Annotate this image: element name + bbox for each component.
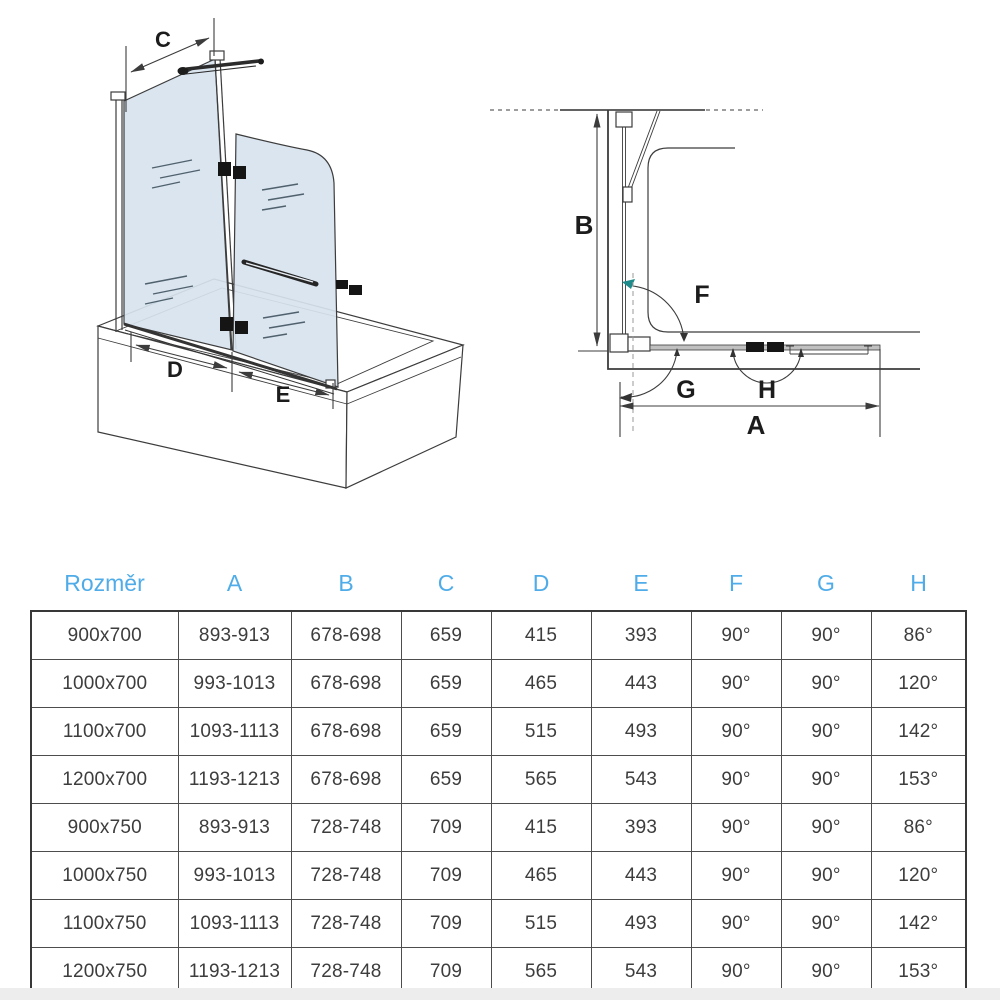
tub-outline xyxy=(608,110,920,369)
table-cell: 90° xyxy=(781,948,871,997)
table-cell: 709 xyxy=(401,900,491,948)
table-cell: 515 xyxy=(491,708,591,756)
table-cell: 86° xyxy=(871,611,966,660)
table-cell: 1100x750 xyxy=(31,900,178,948)
table-cell: 465 xyxy=(491,852,591,900)
table-cell: 86° xyxy=(871,804,966,852)
dim-label-e: E xyxy=(275,382,291,407)
dim-label-c: C xyxy=(155,27,171,52)
dimension-a xyxy=(620,273,880,440)
table-cell: 543 xyxy=(591,948,691,997)
table-cell: 1200x750 xyxy=(31,948,178,997)
table-row xyxy=(31,852,966,900)
table-cell: 90° xyxy=(781,852,871,900)
wall-profile xyxy=(111,92,125,332)
table-cell: 120° xyxy=(871,660,966,708)
table-cell: 728-748 xyxy=(291,852,401,900)
table-cell: 678-698 xyxy=(291,660,401,708)
spec-table-body xyxy=(31,611,966,996)
dim-label-d: D xyxy=(167,357,183,382)
table-cell: 493 xyxy=(591,708,691,756)
table-cell: 90° xyxy=(691,948,781,997)
table-cell: 709 xyxy=(401,852,491,900)
folding-panels-plan xyxy=(650,342,880,354)
table-cell: 90° xyxy=(691,611,781,660)
table-cell: 465 xyxy=(491,660,591,708)
table-cell: 90° xyxy=(691,708,781,756)
table-cell: 90° xyxy=(691,660,781,708)
table-cell: 443 xyxy=(591,660,691,708)
table-cell: 120° xyxy=(871,852,966,900)
table-cell: 993-1013 xyxy=(178,660,291,708)
table-cell: 728-748 xyxy=(291,804,401,852)
angle-h xyxy=(730,348,804,404)
table-cell: 1093-1113 xyxy=(178,900,291,948)
table-cell: 90° xyxy=(691,804,781,852)
table-cell: 893-913 xyxy=(178,611,291,660)
table-cell: 415 xyxy=(491,804,591,852)
table-cell: 393 xyxy=(591,611,691,660)
table-cell: 678-698 xyxy=(291,756,401,804)
table-cell: 709 xyxy=(401,948,491,997)
table-cell: 659 xyxy=(401,756,491,804)
table-cell: 1093-1113 xyxy=(178,708,291,756)
angle-label-g: G xyxy=(676,376,696,404)
table-cell: 1193-1213 xyxy=(178,948,291,997)
column-header: Rozměr xyxy=(64,570,145,596)
table-cell: 659 xyxy=(401,708,491,756)
column-header: D xyxy=(532,570,550,596)
plan-section-diagram xyxy=(480,88,980,458)
angle-g xyxy=(619,348,696,404)
table-row xyxy=(31,900,966,948)
table-cell: 90° xyxy=(781,804,871,852)
wall-bracket xyxy=(616,112,632,127)
table-cell: 443 xyxy=(591,852,691,900)
column-header: B xyxy=(338,570,354,596)
table-cell: 90° xyxy=(691,852,781,900)
corner-post xyxy=(610,334,650,352)
table-cell: 900x750 xyxy=(31,804,178,852)
table-cell: 90° xyxy=(691,756,781,804)
column-header: E xyxy=(633,570,649,596)
dim-label-b: B xyxy=(574,210,594,240)
table-cell: 1000x700 xyxy=(31,660,178,708)
spec-table xyxy=(30,565,967,997)
hinge-icon xyxy=(767,342,784,352)
table-cell: 659 xyxy=(401,660,491,708)
table-row xyxy=(31,804,966,852)
angle-label-h: H xyxy=(757,376,777,404)
table-cell: 415 xyxy=(491,611,591,660)
support-bar-connector xyxy=(623,187,632,202)
bottom-edge-strip xyxy=(0,988,1000,1000)
table-cell: 90° xyxy=(781,611,871,660)
table-cell: 543 xyxy=(591,756,691,804)
dimension-b xyxy=(575,114,608,351)
front-isometric-diagram xyxy=(0,0,500,560)
table-cell: 393 xyxy=(591,804,691,852)
table-cell: 709 xyxy=(401,804,491,852)
spec-table-section xyxy=(30,565,965,997)
table-cell: 153° xyxy=(871,756,966,804)
column-header: H xyxy=(910,570,927,596)
glass-panel-1 xyxy=(124,51,236,350)
table-row xyxy=(31,708,966,756)
table-cell: 1100x700 xyxy=(31,708,178,756)
table-cell: 90° xyxy=(781,900,871,948)
table-cell: 493 xyxy=(591,900,691,948)
table-cell: 993-1013 xyxy=(178,852,291,900)
table-cell: 515 xyxy=(491,900,591,948)
table-cell: 142° xyxy=(871,900,966,948)
table-cell: 678-698 xyxy=(291,708,401,756)
handle xyxy=(336,280,362,295)
column-header: C xyxy=(437,570,455,596)
table-cell: 153° xyxy=(871,948,966,997)
table-cell: 90° xyxy=(691,900,781,948)
table-cell: 1200x700 xyxy=(31,756,178,804)
table-cell: 893-913 xyxy=(178,804,291,852)
table-cell: 90° xyxy=(781,708,871,756)
table-cell: 90° xyxy=(781,660,871,708)
column-header: F xyxy=(728,570,744,596)
dim-label-a: A xyxy=(746,410,766,440)
table-row xyxy=(31,611,966,660)
hinge-icon xyxy=(746,342,764,352)
table-cell: 659 xyxy=(401,611,491,660)
column-header: A xyxy=(226,570,243,596)
table-cell: 900x700 xyxy=(31,611,178,660)
angle-label-f: F xyxy=(694,281,710,309)
table-cell: 1000x750 xyxy=(31,852,178,900)
table-cell: 678-698 xyxy=(291,611,401,660)
fixed-panel-edge xyxy=(616,111,660,337)
table-row xyxy=(31,756,966,804)
table-cell: 90° xyxy=(781,756,871,804)
table-cell: 142° xyxy=(871,708,966,756)
table-cell: 728-748 xyxy=(291,900,401,948)
table-row xyxy=(31,660,966,708)
column-header: G xyxy=(817,570,835,596)
table-cell: 728-748 xyxy=(291,948,401,997)
table-cell: 1193-1213 xyxy=(178,756,291,804)
table-cell: 565 xyxy=(491,756,591,804)
table-cell: 565 xyxy=(491,948,591,997)
spec-table-header-row xyxy=(31,565,966,611)
